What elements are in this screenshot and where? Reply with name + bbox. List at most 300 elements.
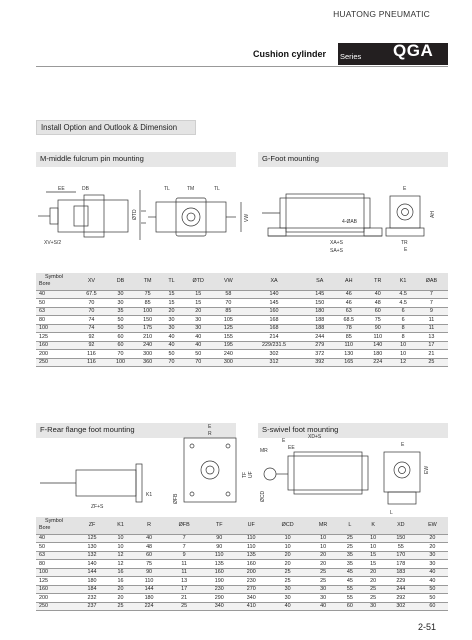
- table1-cell: 145: [242, 299, 306, 308]
- table2-cell: 20: [267, 560, 308, 569]
- table1-cell: 70: [215, 299, 242, 308]
- table2-cell: 10: [108, 543, 133, 552]
- table2-cell: 11: [165, 560, 203, 569]
- table1-cell: 168: [242, 324, 306, 333]
- series-label: Series: [340, 52, 362, 61]
- table2-cell: 244: [385, 585, 417, 594]
- table1-cell: 8: [391, 324, 414, 333]
- table1-cell: 48: [364, 299, 391, 308]
- table1-cell: 63: [333, 307, 364, 316]
- table2-cell: 75: [133, 560, 165, 569]
- g-label-xa: XA+S: [330, 240, 343, 246]
- table2-bore-cell: 63: [36, 551, 76, 560]
- table2-bore-cell: 50: [36, 543, 76, 552]
- table1-cell: 75: [364, 316, 391, 325]
- table1-cell: 11: [415, 324, 448, 333]
- table2-col-header: TF: [203, 517, 235, 534]
- table2-cell: 25: [165, 602, 203, 611]
- table2-cell: 144: [76, 568, 108, 577]
- table2-cell: 230: [235, 577, 267, 586]
- table2-cell: 30: [362, 602, 385, 611]
- table2-cell: 45: [338, 568, 361, 577]
- table1-cell: 300: [134, 350, 161, 359]
- table1-cell: 35: [107, 307, 134, 316]
- series-code: QGA: [393, 41, 434, 60]
- table1-cell: 92: [76, 333, 107, 342]
- table1-cell: 224: [364, 358, 391, 367]
- table2-cell: 30: [417, 560, 448, 569]
- page-number: 2-51: [417, 622, 436, 632]
- table2-cell: 132: [76, 551, 108, 560]
- m-label-tl2: TL: [214, 186, 220, 192]
- table2-cell: 25: [108, 602, 133, 611]
- table2-cell: 190: [203, 577, 235, 586]
- table1-col-header: VW: [215, 273, 242, 290]
- table2-cell: 40: [133, 534, 165, 543]
- g-label-ah: AH: [430, 211, 436, 218]
- table2-cell: 110: [235, 543, 267, 552]
- f-label-uf: UF: [248, 471, 254, 478]
- table1-cell: 150: [134, 316, 161, 325]
- table2-cell: 110: [203, 551, 235, 560]
- table1-cell: 40: [364, 290, 391, 299]
- table2-cell: 178: [385, 560, 417, 569]
- table1-cell: 140: [242, 290, 306, 299]
- table2-col-header: K1: [108, 517, 133, 534]
- table2-cell: 229: [385, 577, 417, 586]
- g-label-e-bottom: E: [404, 247, 408, 253]
- table1-cell: 85: [215, 307, 242, 316]
- table1-cell: 15: [182, 299, 215, 308]
- table1-cell: 140: [364, 341, 391, 350]
- table2-row: [36, 551, 448, 560]
- table2-cell: 160: [235, 560, 267, 569]
- table2-cell: 20: [108, 594, 133, 603]
- table1-cell: 13: [415, 333, 448, 342]
- table1-cell: 10: [391, 341, 414, 350]
- table1-col-header: TM: [134, 273, 161, 290]
- table2-bore-cell: 125: [36, 577, 76, 586]
- table1-bore-cell: 100: [36, 324, 76, 333]
- table2-bore-label: Bore: [39, 525, 51, 532]
- table1-col-header: TL: [161, 273, 181, 290]
- table1-cell: 40: [161, 333, 181, 342]
- m-label-db: DB: [82, 186, 89, 192]
- table2-symbol-label: Symbol: [45, 518, 63, 525]
- table2-col-header: K: [362, 517, 385, 534]
- table1-cell: 17: [415, 341, 448, 350]
- table2-cell: 35: [338, 560, 361, 569]
- table1-cell: 15: [161, 290, 181, 299]
- s-label-mr: MR: [260, 448, 268, 454]
- table2-cell: 55: [338, 594, 361, 603]
- table1-cell: 279: [306, 341, 333, 350]
- table1-cell: 165: [333, 358, 364, 367]
- table1-cell: 20: [182, 307, 215, 316]
- table1-cell: 15: [182, 290, 215, 299]
- table1-cell: 188: [306, 316, 333, 325]
- table1-bore-cell: 125: [36, 333, 76, 342]
- table1-cell: 40: [182, 341, 215, 350]
- table1-cell: 188: [306, 324, 333, 333]
- table1-cell: 20: [161, 307, 181, 316]
- table2-cell: 232: [76, 594, 108, 603]
- table1-cell: 21: [415, 350, 448, 359]
- table1-cell: 12: [391, 358, 414, 367]
- table2-col-header: EW: [417, 517, 448, 534]
- table1-cell: 160: [242, 307, 306, 316]
- table2-cell: 10: [362, 534, 385, 543]
- table2-bore-cell: 160: [36, 585, 76, 594]
- table2-cell: 15: [362, 551, 385, 560]
- table1-cell: 100: [134, 307, 161, 316]
- table2-cell: 180: [133, 594, 165, 603]
- table1-cell: 4.5: [391, 290, 414, 299]
- table2-cell: 60: [338, 602, 361, 611]
- brand-name: HUATONG PNEUMATIC: [333, 9, 430, 19]
- table2-cell: 10: [108, 534, 133, 543]
- table2-cell: 10: [362, 543, 385, 552]
- table1-cell: 168: [242, 316, 306, 325]
- product-name: Cushion cylinder: [253, 49, 327, 59]
- table1-cell: 40: [161, 341, 181, 350]
- table1-cell: 25: [415, 358, 448, 367]
- table2-cell: 7: [165, 543, 203, 552]
- table1-cell: 50: [161, 350, 181, 359]
- table1-row: [36, 316, 448, 325]
- table1-col-header: ØTD: [182, 273, 215, 290]
- table1-row: [36, 307, 448, 316]
- table1-cell: 125: [215, 324, 242, 333]
- f-label-e: E: [208, 424, 212, 430]
- table2-cell: 30: [417, 551, 448, 560]
- table2-cell: 30: [267, 585, 308, 594]
- f-label-k1: K1: [146, 492, 153, 498]
- table1-cell: 210: [134, 333, 161, 342]
- table2-cell: 170: [385, 551, 417, 560]
- table1-cell: 46: [333, 299, 364, 308]
- table2-cell: 12: [108, 560, 133, 569]
- m-label-tm: TM: [187, 186, 195, 192]
- table1-cell: 110: [333, 341, 364, 350]
- table1-cell: 312: [242, 358, 306, 367]
- table2-col-header: R: [133, 517, 165, 534]
- table1-col-header: TR: [364, 273, 391, 290]
- s-label-ee: EE: [288, 445, 295, 451]
- table2-cell: 48: [133, 543, 165, 552]
- f-mount-drawing: [36, 420, 254, 515]
- table1-cell: 40: [182, 333, 215, 342]
- table1-cell: 60: [107, 341, 134, 350]
- table2-cell: 60: [133, 551, 165, 560]
- table1-cell: 70: [107, 350, 134, 359]
- table2-cell: 20: [362, 568, 385, 577]
- table2-cell: 20: [108, 585, 133, 594]
- dimension-table-m-g: [36, 273, 448, 367]
- table1-cell: 50: [182, 350, 215, 359]
- table1-cell: 130: [333, 350, 364, 359]
- table2-cell: 302: [385, 602, 417, 611]
- g-mount-drawing: [258, 182, 448, 262]
- table2-cell: 270: [235, 585, 267, 594]
- table2-cell: 30: [267, 594, 308, 603]
- table2-cell: 11: [165, 568, 203, 577]
- table2-row: [36, 602, 448, 611]
- table2-cell: 183: [385, 568, 417, 577]
- table1-cell: 372: [306, 350, 333, 359]
- table2-cell: 410: [235, 602, 267, 611]
- table2-cell: 90: [203, 534, 235, 543]
- table1-cell: 116: [76, 350, 107, 359]
- table2-cell: 40: [417, 568, 448, 577]
- table1-cell: 50: [107, 324, 134, 333]
- table1-row: [36, 333, 448, 342]
- table1-cell: 392: [306, 358, 333, 367]
- table2-cell: 12: [108, 551, 133, 560]
- table2-cell: 130: [76, 543, 108, 552]
- f-label-fb: ØFB: [173, 493, 179, 504]
- table1-cell: 195: [215, 341, 242, 350]
- table1-cell: 10: [391, 350, 414, 359]
- table2-bore-cell: 200: [36, 594, 76, 603]
- table1-cell: 90: [364, 324, 391, 333]
- dimension-table-f-s: [36, 517, 448, 611]
- table2-cell: 55: [385, 543, 417, 552]
- table2-cell: 45: [338, 577, 361, 586]
- table2-cell: 90: [203, 543, 235, 552]
- table2-cell: 144: [133, 585, 165, 594]
- table2-cell: 55: [338, 585, 361, 594]
- m-label-xv: XV+S/2: [44, 240, 62, 246]
- table2-cell: 10: [267, 534, 308, 543]
- table2-cell: 25: [267, 577, 308, 586]
- table1-row: [36, 324, 448, 333]
- table1-cell: 6: [391, 316, 414, 325]
- m-label-td: ØTD: [132, 209, 138, 220]
- g-mount-title: G-Foot mounting: [258, 152, 448, 167]
- s-mount-title: S-swivel foot mounting: [258, 423, 448, 438]
- table2-col-header: UF: [235, 517, 267, 534]
- f-label-zf: ZF+S: [91, 504, 104, 510]
- table2-col-header: L: [338, 517, 361, 534]
- table2-col-header: XD: [385, 517, 417, 534]
- table2-cell: 230: [203, 585, 235, 594]
- table1-cell: 70: [161, 358, 181, 367]
- table1-cell: 110: [364, 333, 391, 342]
- table1-cell: 302: [242, 350, 306, 359]
- table2-cell: 40: [267, 602, 308, 611]
- table1-cell: 180: [364, 350, 391, 359]
- table1-cell: 15: [161, 299, 181, 308]
- m-label-tl1: TL: [164, 186, 170, 192]
- table2-cell: 110: [133, 577, 165, 586]
- m-mount-drawing: [36, 178, 251, 258]
- table1-cell: 67.5: [76, 290, 107, 299]
- table1-symbol-label: Symbol: [45, 274, 63, 281]
- section-title: Install Option and Outlook & Dimension: [36, 120, 196, 135]
- table1-row: [36, 350, 448, 359]
- table2-cell: 20: [417, 543, 448, 552]
- table1-cell: 30: [107, 299, 134, 308]
- table1-bore-cell: 200: [36, 350, 76, 359]
- table2-cell: 224: [133, 602, 165, 611]
- table2-cell: 13: [165, 577, 203, 586]
- table2-cell: 150: [385, 534, 417, 543]
- m-label-ee: EE: [58, 186, 65, 192]
- table1-cell: 70: [76, 299, 107, 308]
- table2-cell: 10: [267, 543, 308, 552]
- table1-bore-cell: 80: [36, 316, 76, 325]
- table2-cell: 20: [362, 577, 385, 586]
- table2-cell: 35: [338, 551, 361, 560]
- table1-cell: 60: [107, 333, 134, 342]
- table1-bore-cell: 40: [36, 290, 76, 299]
- table2-cell: 184: [76, 585, 108, 594]
- table2-col-header: ZF: [76, 517, 108, 534]
- table2-cell: 25: [338, 543, 361, 552]
- table1-row: [36, 341, 448, 350]
- table1-cell: 70: [182, 358, 215, 367]
- table2-cell: 25: [308, 568, 338, 577]
- table1-col-header: DB: [107, 273, 134, 290]
- table1-symbol-bore-cell: [36, 273, 76, 290]
- table1-cell: 8: [391, 333, 414, 342]
- table2-cell: 40: [417, 577, 448, 586]
- table1-cell: 11: [415, 316, 448, 325]
- table1-cell: 150: [306, 299, 333, 308]
- table1-col-header: SA: [306, 273, 333, 290]
- table2-cell: 180: [76, 577, 108, 586]
- table2-cell: 17: [165, 585, 203, 594]
- header-rule: [36, 66, 448, 67]
- table2-row: [36, 568, 448, 577]
- table2-row: [36, 594, 448, 603]
- table2-row: [36, 560, 448, 569]
- table1-cell: 74: [76, 316, 107, 325]
- table1-cell: 30: [161, 324, 181, 333]
- table1-row: [36, 299, 448, 308]
- table1-cell: 116: [76, 358, 107, 367]
- table2-cell: 25: [362, 585, 385, 594]
- table1-cell: 50: [107, 316, 134, 325]
- table2-col-header: MR: [308, 517, 338, 534]
- table1-col-header: XV: [76, 273, 107, 290]
- f-label-r: R: [208, 431, 212, 437]
- table1-col-header: AH: [333, 273, 364, 290]
- table1-cell: 46: [333, 290, 364, 299]
- table1-cell: 60: [364, 307, 391, 316]
- table1-cell: 7: [415, 290, 448, 299]
- m-label-vw: VW: [244, 213, 250, 222]
- table1-cell: 300: [215, 358, 242, 367]
- table2-bore-cell: 100: [36, 568, 76, 577]
- table2-cell: 10: [308, 543, 338, 552]
- table2-cell: 20: [308, 551, 338, 560]
- table2-cell: 110: [235, 534, 267, 543]
- table2-cell: 140: [76, 560, 108, 569]
- table1-cell: 100: [107, 358, 134, 367]
- s-label-cd: ØCD: [260, 490, 266, 502]
- table1-cell: 360: [134, 358, 161, 367]
- table1-cell: 229/231.5: [242, 341, 306, 350]
- table2-cell: 21: [165, 594, 203, 603]
- table2-cell: 125: [76, 534, 108, 543]
- m-mount-title: M-middle fulcrum pin mounting: [36, 152, 236, 167]
- table2-bore-cell: 250: [36, 602, 76, 611]
- table2-cell: 30: [308, 594, 338, 603]
- table2-row: [36, 585, 448, 594]
- table1-bore-label: Bore: [39, 281, 51, 288]
- g-label-sa: SA+S: [330, 248, 343, 254]
- s-label-e-right: E: [401, 442, 405, 448]
- table1-cell: 155: [215, 333, 242, 342]
- table2-cell: 292: [385, 594, 417, 603]
- s-label-ew: EW: [424, 465, 430, 474]
- table1-cell: 240: [215, 350, 242, 359]
- table1-row: [36, 290, 448, 299]
- header-product-box: [250, 43, 338, 65]
- table1-cell: 244: [306, 333, 333, 342]
- table1-bore-cell: 250: [36, 358, 76, 367]
- s-label-l: L: [390, 510, 393, 516]
- g-label-tr: TR: [401, 240, 408, 246]
- table1-cell: 74: [76, 324, 107, 333]
- table1-cell: 30: [182, 324, 215, 333]
- table1-col-header: XA: [242, 273, 306, 290]
- table2-cell: 200: [235, 568, 267, 577]
- table2-symbol-bore-cell: [36, 517, 76, 534]
- table1-row: [36, 358, 448, 367]
- table1-col-header: ØAB: [415, 273, 448, 290]
- table1-cell: 68.5: [333, 316, 364, 325]
- s-label-e: E: [282, 438, 286, 444]
- table2-cell: 9: [165, 551, 203, 560]
- table2-cell: 135: [203, 560, 235, 569]
- s-label-xd: XD+S: [308, 434, 322, 440]
- s-mount-drawing: [258, 430, 448, 515]
- table1-cell: 85: [333, 333, 364, 342]
- table2-cell: 15: [362, 560, 385, 569]
- table2-cell: 290: [203, 594, 235, 603]
- table1-cell: 70: [76, 307, 107, 316]
- table2-cell: 25: [362, 594, 385, 603]
- table2-cell: 20: [308, 560, 338, 569]
- table2-bore-cell: 40: [36, 534, 76, 543]
- table1-cell: 30: [161, 316, 181, 325]
- table2-header-row: [36, 517, 448, 534]
- table1-cell: 58: [215, 290, 242, 299]
- table2-cell: 60: [417, 602, 448, 611]
- table2-col-header: ØCD: [267, 517, 308, 534]
- table1-cell: 175: [134, 324, 161, 333]
- g-label-e-top: E: [403, 186, 407, 192]
- table1-cell: 78: [333, 324, 364, 333]
- table1-header-row: [36, 273, 448, 290]
- table2-cell: 340: [235, 594, 267, 603]
- table1-cell: 9: [415, 307, 448, 316]
- table2-cell: 25: [267, 568, 308, 577]
- table2-cell: 16: [108, 577, 133, 586]
- table2-cell: 135: [235, 551, 267, 560]
- table1-bore-cell: 63: [36, 307, 76, 316]
- table1-cell: 30: [107, 290, 134, 299]
- table2-cell: 50: [417, 594, 448, 603]
- table2-cell: 40: [308, 602, 338, 611]
- table2-bore-cell: 80: [36, 560, 76, 569]
- table1-cell: 180: [306, 307, 333, 316]
- f-mount-title: F-Rear flange foot mounting: [36, 423, 236, 438]
- table2-cell: 340: [203, 602, 235, 611]
